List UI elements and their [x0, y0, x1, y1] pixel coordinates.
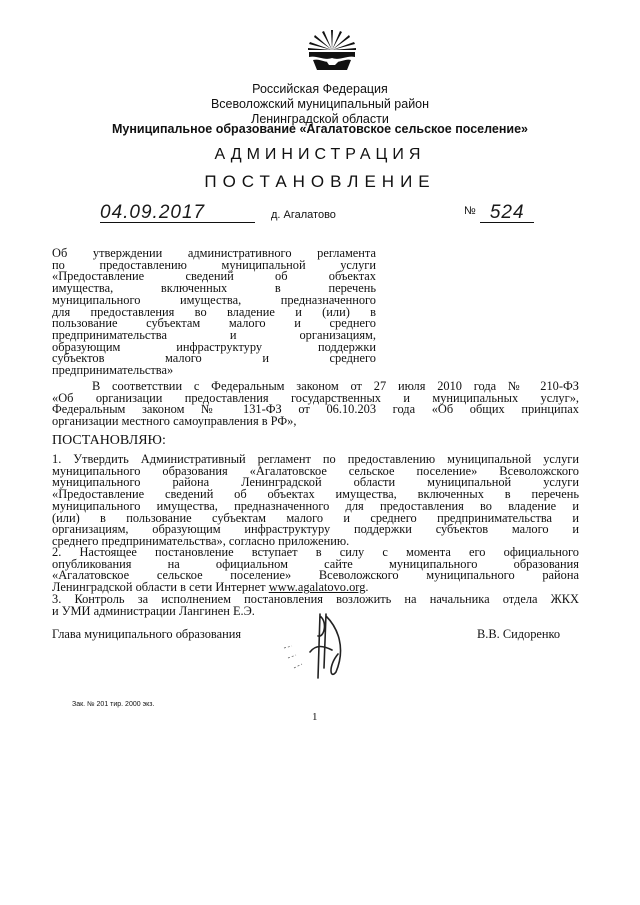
number-value: 524: [489, 202, 525, 223]
header-region: Ленинградской области: [251, 112, 389, 126]
number-field: [464, 202, 534, 223]
item-3-line: и УМИ администрации Лангинен Е.Э.: [52, 603, 255, 618]
item-2-text: Ленинградской области в сети Интернет: [52, 580, 269, 595]
title-line: предпринимательства и организациям,: [52, 327, 376, 342]
item-1: [52, 454, 579, 548]
preamble: [52, 381, 579, 428]
emblem: [307, 28, 357, 72]
resolve-heading: ПОСТАНОВЛЯЮ:: [52, 433, 166, 448]
doc-type-title: ПОСТАНОВЛЕНИЕ: [204, 172, 436, 191]
item-2-line: «Агалатовское сельское поселение» Всеволожского муниципального района: [52, 568, 579, 583]
title-line: по предоставлению муниципальной услуги: [52, 257, 376, 272]
print-info: Зак. № 201 тир. 2000 экз.: [72, 701, 155, 708]
item-2-line: опубликования на официальном сайте муниципального образования: [52, 556, 579, 571]
page-number: 1: [312, 711, 318, 723]
title-line: субъектов малого и среднего: [52, 351, 376, 366]
preamble-line: организации местного самоуправления в РФ»,: [52, 414, 297, 429]
item-1-line: муниципального района Ленинградской области муниципальной услуги: [52, 475, 579, 490]
item-2-line: 2. Настоящее постановление вступает в силу с момента его официального: [52, 545, 579, 559]
title-line: «Предоставление сведений об объектах: [52, 269, 376, 284]
title-line: муниципального имущества, предназначенного: [52, 292, 376, 307]
title-line: образующим инфраструктуру поддержки: [52, 339, 376, 354]
document-title: [52, 248, 376, 377]
handwritten-signature: [280, 608, 360, 688]
header-municipality: Муниципальное образование «Агалатовское сельское поселение»: [112, 122, 528, 136]
place: д. Агалатово: [271, 209, 336, 221]
item-1-line: «Предоставление сведений об объектах имущества, включенных в перечень: [52, 487, 579, 502]
title-line: пользование субъектам малого и среднего: [52, 316, 376, 331]
sun-rays-horse-emblem-icon: [307, 28, 357, 72]
item-3-line: 3. Контроль за исполнением постановления возложить на начальника отдела ЖКХ: [52, 592, 579, 606]
website-link[interactable]: www.agalatovo.org: [268, 580, 366, 595]
item-1-line: (или) в пользование субъектам малого и среднего предпринимательства и: [52, 510, 579, 525]
preamble-line: Федеральным законом № 131-ФЗ от 06.10.203 года «Об общих принципах: [52, 402, 579, 417]
item-1-line: муниципального имущества, предназначенного для предоставления во владение и: [52, 498, 579, 513]
handwritten-signature-icon: [280, 608, 360, 688]
title-line: для предоставления во владение и (или) в: [52, 304, 376, 319]
header-country: Российская Федерация: [252, 82, 388, 96]
date-field: [100, 202, 255, 223]
item-2-period: .: [365, 580, 369, 595]
preamble-line: «Об организации предоставления государственных и муниципальных услуг»,: [52, 390, 579, 405]
signatory-name: В.В. Сидоренко: [477, 627, 561, 641]
item-1-line: организациям, образующим инфраструктуру поддержки субъектов малого и: [52, 522, 579, 537]
number-label: №: [464, 205, 476, 217]
title-line: предпринимательства»: [52, 363, 174, 378]
title-line: имущества, включенных в перечень: [52, 281, 376, 296]
signatory-position: Глава муниципального образования: [52, 627, 242, 641]
date-value: 04.09.2017: [100, 202, 206, 223]
item-1-line: среднего предпринимательства», согласно приложению.: [52, 533, 350, 548]
org-title: АДМИНИСТРАЦИЯ: [214, 146, 426, 163]
item-2: [52, 547, 579, 594]
item-1-line: 1. Утвердить Административный регламент по предоставлению муниципальной услуги: [52, 452, 579, 466]
preamble-line: В соответствии с Федеральным законом от 27 июля 2010 года № 210-ФЗ: [92, 379, 579, 393]
title-line: Об утверждении административного регламента: [52, 246, 376, 260]
header-district: Всеволожский муниципальный район: [210, 97, 430, 111]
item-1-line: муниципального образования «Агалатовское сельское поселение» Всеволожского: [52, 463, 579, 478]
